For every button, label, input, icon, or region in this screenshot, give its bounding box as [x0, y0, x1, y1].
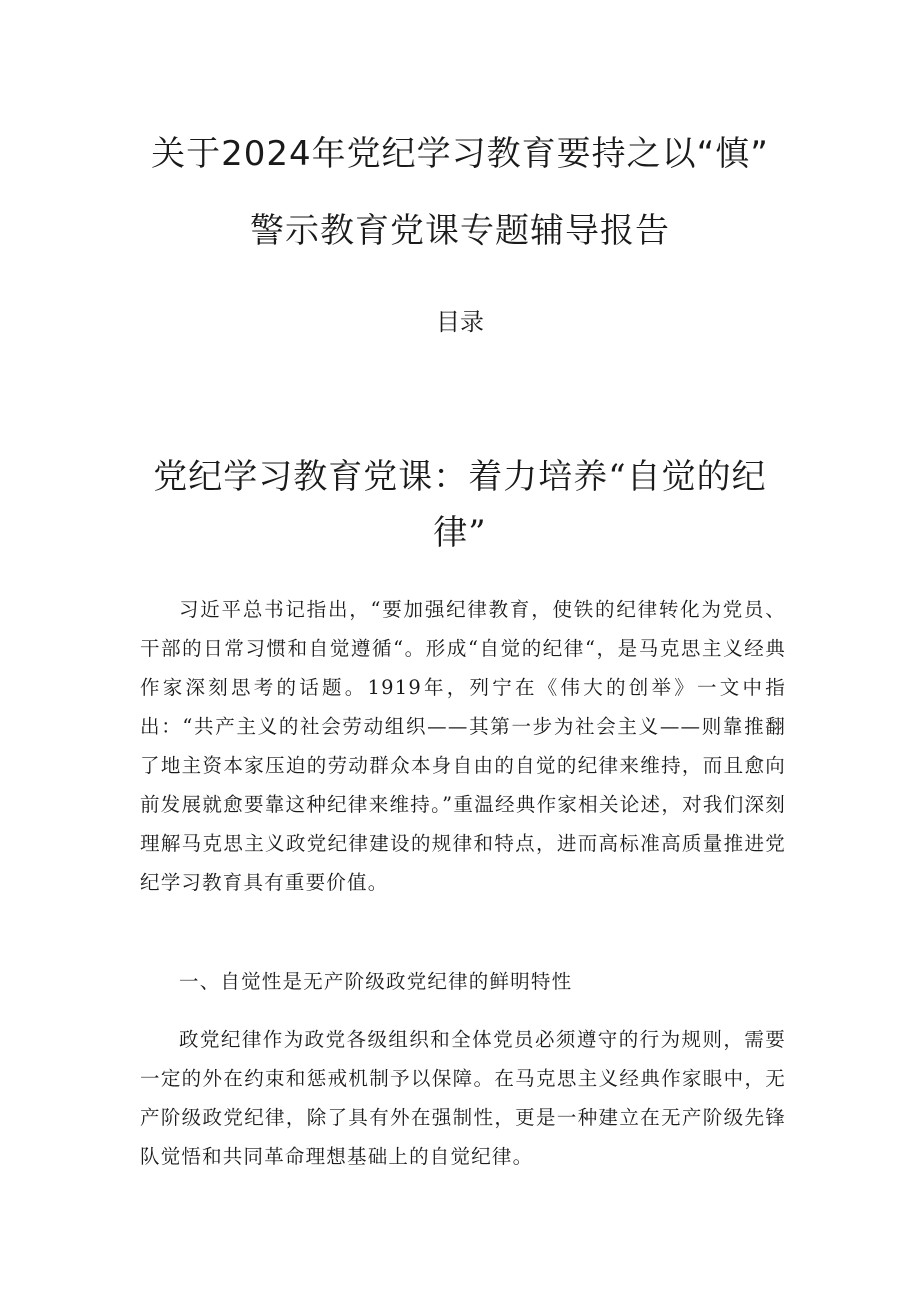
document-title-line-1: 关于2024年党纪学习教育要持之以“慎”	[151, 134, 769, 174]
subheading-1: 一、自觉性是无产阶级政党纪律的鲜明特性	[179, 970, 573, 993]
section-title: 党纪学习教育党课：着力培养“自觉的纪律”	[153, 457, 767, 553]
table-of-contents-heading: 目录	[436, 308, 484, 336]
intro-paragraph: 习近平总书记指出，“要加强纪律教育，使铁的纪律转化为党员、干部的日常习惯和自觉遵循“。形成“自觉的纪律“，是马克思主义经典作家深刻思考的话题。1919年，列宁在《伟大的创举》一文中指出：“共产主义的社会劳动组织——其第一步为社会主义——则靠推翻了地主资本家压迫的劳动群众本身自由的自觉的纪律来维持，而且愈向前发展就愈要靠这种纪律来维持。”重温经典作家相关论述，对我们深刻理解马克思主义政党纪律建设的规律和特点，进而高标准高质量推进党纪学习教育具有重要价值。	[140, 598, 786, 894]
paragraph-2: 政党纪律作为政党各级组织和全体党员必须遵守的行为规则，需要一定的外在约束和惩戒机制予以保障。在马克思主义经典作家眼中，无产阶级政党纪律，除了具有外在强制性，更是一种建立在无产阶级先锋队觉悟和共同革命理想基础上的自觉纪律。	[140, 1028, 786, 1168]
document-title-line-2: 警示教育党课专题辅导报告	[250, 211, 670, 251]
